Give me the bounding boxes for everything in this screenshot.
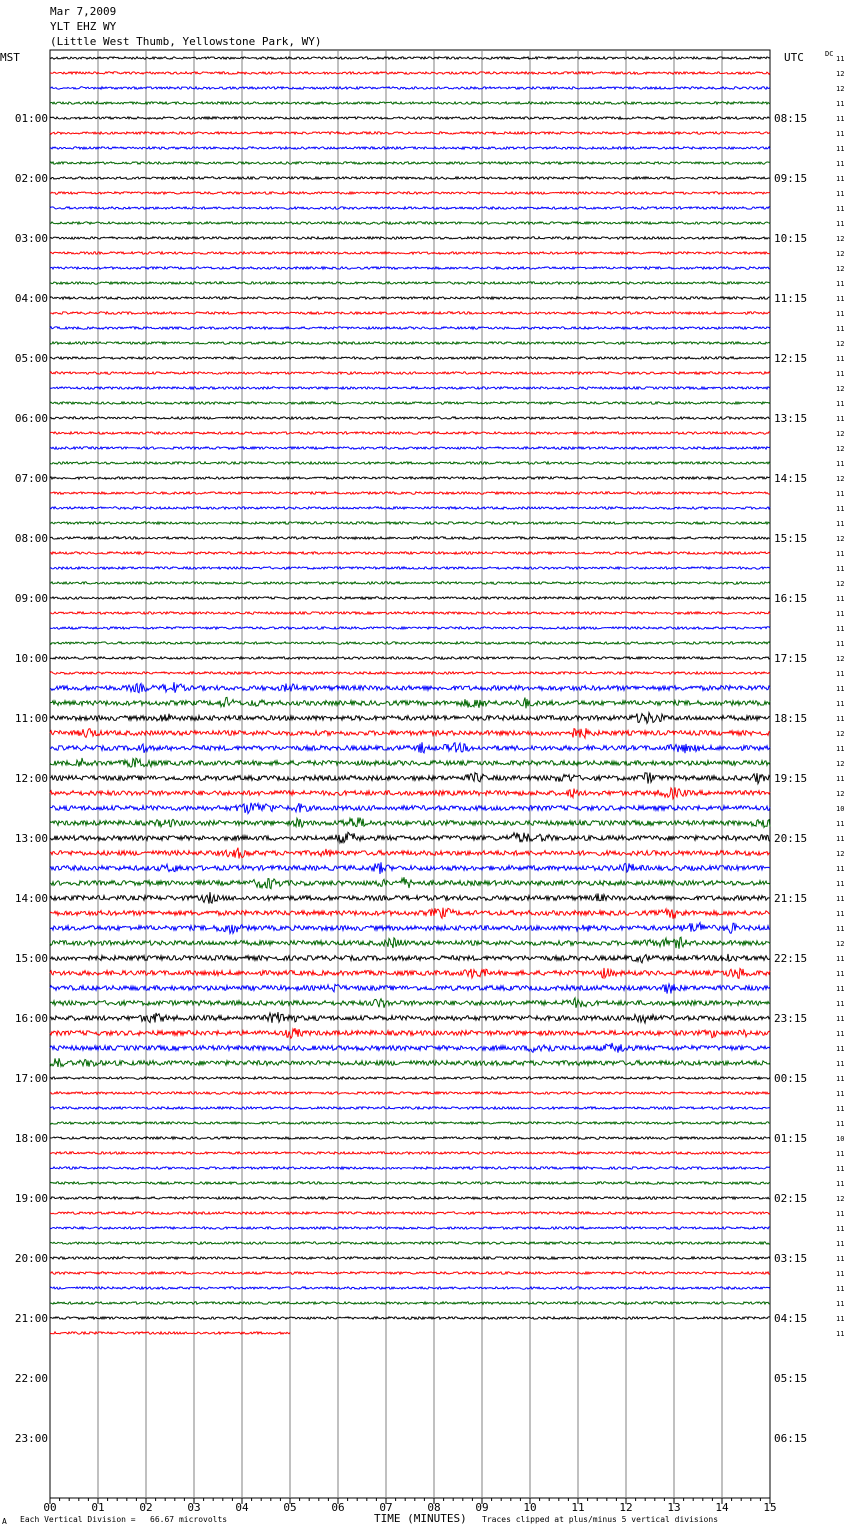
right-time-label: 01:15 (774, 1132, 808, 1145)
seismic-trace (50, 832, 770, 843)
dc-offset-label: 11 (836, 160, 845, 168)
seismic-trace (50, 1212, 770, 1214)
seismic-trace (50, 923, 770, 934)
dc-offset-label: 12 (836, 85, 845, 93)
seismic-trace (50, 1028, 770, 1038)
dc-offset-label: 11 (836, 550, 845, 558)
seismic-trace (50, 787, 770, 798)
left-time-label: 02:00 (14, 172, 48, 185)
seismic-trace (50, 207, 770, 209)
right-time-label: 17:15 (774, 652, 808, 665)
left-time-label: 09:00 (14, 592, 48, 605)
seismic-trace (50, 758, 770, 767)
dc-offset-label: 11 (836, 1060, 845, 1068)
dc-offset-label: 11 (836, 925, 845, 933)
seismic-trace (50, 132, 770, 134)
seismic-trace (50, 612, 770, 614)
seismic-trace (50, 507, 770, 509)
x-tick-label: 12 (619, 1501, 633, 1514)
seismic-trace (50, 697, 770, 708)
x-tick-label: 04 (235, 1501, 249, 1514)
seismic-trace (50, 1287, 770, 1289)
seismic-trace (50, 672, 770, 674)
dc-offset-label: 11 (836, 775, 845, 783)
seismic-trace (50, 552, 770, 554)
left-time-label: 13:00 (14, 832, 48, 845)
right-time-label: 12:15 (774, 352, 808, 365)
right-time-label: 08:15 (774, 112, 808, 125)
dc-offset-label: 12 (836, 70, 845, 78)
right-time-label: 22:15 (774, 952, 808, 965)
seismic-trace (50, 773, 770, 784)
dc-offset-label: 11 (836, 595, 845, 603)
seismic-trace (50, 477, 770, 479)
dc-offset-label: 11 (836, 1150, 845, 1158)
right-time-label: 21:15 (774, 892, 808, 905)
x-tick-label: 06 (331, 1501, 345, 1514)
dc-offset-label: 11 (836, 295, 845, 303)
dc-offset-label: 11 (836, 955, 845, 963)
chart-station: YLT EHZ WY (50, 20, 117, 33)
dc-offset-label: 11 (836, 370, 845, 378)
dc-offset-label: 11 (836, 745, 845, 753)
seismic-trace (50, 222, 770, 224)
x-tick-label: 00 (43, 1501, 57, 1514)
seismic-trace (50, 1012, 770, 1023)
right-time-label: 03:15 (774, 1252, 808, 1265)
dc-offset-label: 12 (836, 535, 845, 543)
left-zone-label: MST (0, 51, 20, 64)
seismic-trace (50, 357, 770, 359)
footer-marker: A (2, 1517, 7, 1526)
dc-offset-label: 11 (836, 100, 845, 108)
seismic-trace (50, 1227, 770, 1229)
x-tick-label: 07 (379, 1501, 393, 1514)
seismic-trace (50, 567, 770, 569)
dc-offset-label: 11 (836, 895, 845, 903)
dc-offset-label: 11 (836, 1240, 845, 1248)
seismic-trace (50, 462, 770, 464)
left-time-label: 10:00 (14, 652, 48, 665)
dc-offset-label: 11 (836, 700, 845, 708)
dc-offset-label: 11 (836, 115, 845, 123)
right-time-label: 23:15 (774, 1012, 808, 1025)
seismic-trace (50, 1182, 770, 1184)
seismic-trace (50, 582, 770, 584)
dc-offset-label: 11 (836, 685, 845, 693)
right-time-label: 10:15 (774, 232, 808, 245)
dc-offset-label: 11 (836, 310, 845, 318)
x-tick-label: 15 (763, 1501, 777, 1514)
dc-offset-label: 11 (836, 280, 845, 288)
right-time-label: 00:15 (774, 1072, 808, 1085)
left-time-label: 04:00 (14, 292, 48, 305)
dc-offset-label: 11 (836, 190, 845, 198)
dc-offset-label: 12 (836, 730, 845, 738)
dc-offset-label: 11 (836, 355, 845, 363)
seismic-trace (50, 72, 770, 74)
dc-offset-label: 11 (836, 1030, 845, 1038)
x-axis-title: TIME (MINUTES) (374, 1512, 467, 1525)
dc-offset-label: 11 (836, 1315, 845, 1323)
seismic-trace (50, 657, 770, 659)
dc-offset-label: 11 (836, 145, 845, 153)
dc-offset-label: 11 (836, 640, 845, 648)
right-time-label: 13:15 (774, 412, 808, 425)
seismic-trace (50, 1107, 770, 1109)
seismic-trace (50, 282, 770, 284)
seismic-trace (50, 1122, 770, 1124)
seismic-trace (50, 682, 770, 693)
seismic-trace (50, 713, 770, 724)
dc-offset-label: 12 (836, 850, 845, 858)
right-zone-label: UTC (784, 51, 804, 64)
seismic-trace (50, 492, 770, 494)
seismic-trace (50, 87, 770, 89)
seismic-trace (50, 1257, 770, 1259)
seismic-trace (50, 1077, 770, 1079)
seismic-trace (50, 818, 770, 828)
seismic-trace (50, 327, 770, 329)
dc-offset-label: 11 (836, 715, 845, 723)
left-time-label: 18:00 (14, 1132, 48, 1145)
dc-offset-label: 11 (836, 1105, 845, 1113)
dc-offset-label: 11 (836, 1045, 845, 1053)
x-tick-label: 05 (283, 1501, 297, 1514)
x-tick-label: 13 (667, 1501, 681, 1514)
dc-offset-label: 11 (836, 985, 845, 993)
dc-offset-label: 11 (836, 1330, 845, 1338)
seismic-trace (50, 1137, 770, 1139)
dc-offset-label: 11 (836, 415, 845, 423)
dc-offset-label: 12 (836, 790, 845, 798)
left-time-label: 15:00 (14, 952, 48, 965)
dc-offset-label: 12 (836, 655, 845, 663)
x-tick-label: 03 (187, 1501, 201, 1514)
left-time-label: 17:00 (14, 1072, 48, 1085)
left-time-label: 14:00 (14, 892, 48, 905)
dc-offset-label: 12 (836, 940, 845, 948)
seismic-trace (50, 892, 770, 903)
seismic-trace (50, 177, 770, 179)
dc-offset-label: 11 (836, 970, 845, 978)
right-time-label: 05:15 (774, 1372, 808, 1385)
left-time-label: 11:00 (14, 712, 48, 725)
seismic-trace (50, 597, 770, 599)
dc-offset-label: 11 (836, 1210, 845, 1218)
seismic-trace (50, 848, 770, 859)
dc-offset-label: 12 (836, 445, 845, 453)
dc-offset-label: 12 (836, 340, 845, 348)
dc-offset-label: 12 (836, 430, 845, 438)
seismic-trace (50, 192, 770, 194)
dc-offset-label: 12 (836, 475, 845, 483)
dc-offset-label: 11 (836, 220, 845, 228)
seismic-trace (50, 954, 770, 963)
dc-label: DC (825, 50, 834, 58)
right-time-label: 11:15 (774, 292, 808, 305)
left-time-label: 07:00 (14, 472, 48, 485)
dc-offset-label: 12 (836, 250, 845, 258)
seismic-trace (50, 1272, 770, 1274)
dc-offset-label: 11 (836, 1300, 845, 1308)
seismic-trace (50, 908, 770, 919)
dc-offset-label: 11 (836, 1225, 845, 1233)
clip-note: Traces clipped at plus/minus 5 vertical divisions (482, 1515, 719, 1524)
seismic-trace (50, 1152, 770, 1154)
seismic-trace (50, 1058, 770, 1067)
dc-offset-label: 11 (836, 1285, 845, 1293)
right-time-label: 20:15 (774, 832, 808, 845)
dc-offset-label: 11 (836, 520, 845, 528)
dc-offset-label: 12 (836, 265, 845, 273)
left-time-label: 05:00 (14, 352, 48, 365)
dc-offset-label: 11 (836, 130, 845, 138)
dc-offset-label: 11 (836, 460, 845, 468)
chart-date: Mar 7,2009 (50, 5, 117, 18)
x-tick-label: 01 (91, 1501, 105, 1514)
x-tick-label: 09 (475, 1501, 489, 1514)
seismic-trace (50, 803, 770, 814)
seismic-trace (50, 297, 770, 299)
left-time-label: 23:00 (14, 1432, 48, 1445)
seismic-trace (50, 642, 770, 644)
seismic-trace (50, 522, 770, 524)
seismic-trace (50, 117, 770, 119)
left-time-label: 19:00 (14, 1192, 48, 1205)
dc-offset-label: 11 (836, 1090, 845, 1098)
seismic-trace (50, 1167, 770, 1169)
dc-offset-label: 11 (836, 505, 845, 513)
seismic-trace (50, 998, 770, 1008)
seismic-trace (50, 627, 770, 629)
left-time-label: 20:00 (14, 1252, 48, 1265)
seismic-trace (50, 862, 770, 874)
seismic-trace (50, 447, 770, 449)
seismic-trace (50, 984, 770, 994)
seismic-trace (50, 57, 770, 59)
dc-offset-label: 11 (836, 610, 845, 618)
dc-offset-label: 11 (836, 1255, 845, 1263)
seismic-trace (50, 372, 770, 374)
dc-offset-label: 12 (836, 1195, 845, 1203)
dc-offset-label: 10 (836, 1135, 845, 1143)
x-tick-label: 02 (139, 1501, 153, 1514)
dc-offset-label: 11 (836, 1000, 845, 1008)
dc-offset-label: 11 (836, 835, 845, 843)
dc-offset-label: 12 (836, 580, 845, 588)
right-time-label: 02:15 (774, 1192, 808, 1205)
x-tick-label: 14 (715, 1501, 729, 1514)
seismic-trace (50, 1092, 770, 1094)
seismic-trace (50, 968, 770, 978)
left-time-label: 01:00 (14, 112, 48, 125)
dc-offset-label: 11 (836, 205, 845, 213)
left-time-label: 08:00 (14, 532, 48, 545)
seismic-trace (50, 387, 770, 389)
seismic-trace (50, 937, 770, 949)
seismic-trace (50, 402, 770, 404)
dc-offset-label: 11 (836, 1075, 845, 1083)
x-tick-label: 11 (571, 1501, 585, 1514)
seismic-trace (50, 1043, 770, 1053)
dc-offset-label: 11 (836, 865, 845, 873)
dc-offset-label: 11 (836, 490, 845, 498)
dc-offset-label: 11 (836, 175, 845, 183)
dc-offset-label: 11 (836, 1165, 845, 1173)
seismic-trace (50, 1197, 770, 1199)
right-time-label: 04:15 (774, 1312, 808, 1325)
seismic-trace (50, 102, 770, 104)
dc-offset-label: 11 (836, 325, 845, 333)
dc-offset-label: 12 (836, 760, 845, 768)
scale-note: Each Vertical Division = 66.67 microvolts (20, 1515, 228, 1524)
seismic-trace (50, 432, 770, 434)
seismic-trace (50, 252, 770, 254)
dc-offset-label: 12 (836, 385, 845, 393)
right-time-label: 14:15 (774, 472, 808, 485)
left-time-label: 12:00 (14, 772, 48, 785)
seismic-trace (50, 237, 770, 239)
right-time-label: 09:15 (774, 172, 808, 185)
left-time-label: 03:00 (14, 232, 48, 245)
dc-offset-label: 11 (836, 1270, 845, 1278)
dc-offset-label: 11 (836, 910, 845, 918)
left-time-label: 22:00 (14, 1372, 48, 1385)
dc-offset-label: 11 (836, 55, 845, 63)
seismic-trace (50, 1317, 770, 1319)
seismic-trace (50, 417, 770, 419)
left-time-label: 06:00 (14, 412, 48, 425)
left-time-label: 21:00 (14, 1312, 48, 1325)
x-tick-label: 08 (427, 1501, 441, 1514)
right-time-label: 16:15 (774, 592, 808, 605)
seismic-trace (50, 1302, 770, 1304)
seismic-trace (50, 267, 770, 269)
right-time-label: 19:15 (774, 772, 808, 785)
dc-offset-label: 11 (836, 1120, 845, 1128)
seismic-trace (50, 162, 770, 164)
seismic-trace (50, 312, 770, 314)
seismic-trace (50, 1332, 290, 1334)
seismic-trace (50, 342, 770, 344)
dc-offset-label: 11 (836, 670, 845, 678)
right-time-label: 15:15 (774, 532, 808, 545)
seismic-trace (50, 742, 770, 753)
right-time-label: 18:15 (774, 712, 808, 725)
dc-offset-label: 11 (836, 565, 845, 573)
dc-offset-label: 11 (836, 625, 845, 633)
dc-offset-label: 11 (836, 1015, 845, 1023)
seismic-trace (50, 1242, 770, 1244)
seismic-trace (50, 877, 770, 889)
dc-offset-label: 11 (836, 400, 845, 408)
left-time-label: 16:00 (14, 1012, 48, 1025)
dc-offset-label: 10 (836, 805, 845, 813)
dc-offset-label: 11 (836, 820, 845, 828)
dc-offset-label: 11 (836, 1180, 845, 1188)
x-tick-label: 10 (523, 1501, 537, 1514)
seismic-trace (50, 537, 770, 539)
right-time-label: 06:15 (774, 1432, 808, 1445)
dc-offset-label: 11 (836, 880, 845, 888)
seismic-trace (50, 728, 770, 738)
chart-location: (Little West Thumb, Yellowstone Park, WY) (50, 35, 322, 48)
seismic-trace (50, 147, 770, 149)
dc-offset-label: 12 (836, 235, 845, 243)
